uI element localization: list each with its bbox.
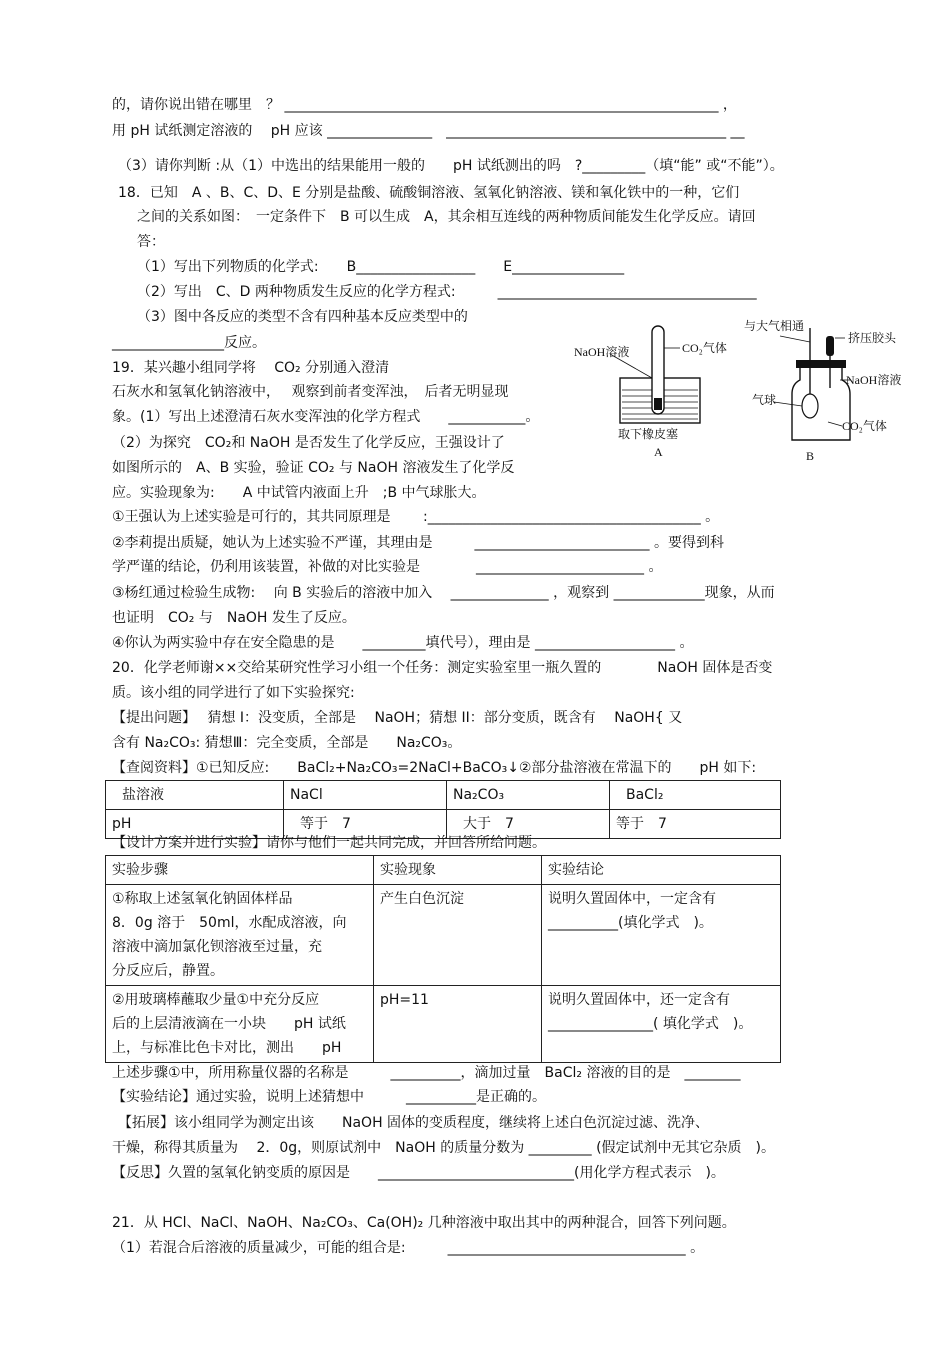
q21-line-b: （1）若混合后溶液的质量减少，可能的组合是: __________________________________ 。 <box>112 1240 705 1256</box>
q18-sub-1: （1）写出下列物质的化学式: B_________________ E________________ <box>137 259 625 275</box>
q20-line-g: 上述步骤①中，所用称量仪器的名称是 __________，滴加过量 BaCl₂ 溶液的目的是 ________ <box>112 1065 741 1081</box>
q19-line-j: ③杨红通过检验生成物: 向 B 实验后的溶液中加入 ______________ ，观察到 _____________现象，从而 <box>112 585 775 601</box>
experiment-table <box>105 855 781 1063</box>
q20-line-j: 干燥，称得其质量为 2．0g，则原试剂中 NaOH 的质量分数为 _________ (假定试剂中无其它杂质 )。 <box>112 1140 776 1156</box>
label-b-balloon: 气球 <box>752 393 777 407</box>
ph-table <box>105 780 781 839</box>
label-a-gas: CO₂气体 <box>682 341 727 355</box>
q19-line-d: （2）为探究 CO₂和 NaOH 是否发生了化学反应，王强设计了 <box>112 435 505 451</box>
label-b-solution: NaOH溶液 <box>846 373 902 387</box>
label-b-air: 与大气相通 <box>744 319 805 333</box>
q19-line-b: 石灰水和氢氧化钠溶液中， 观察到前者变浑浊， 后者无明显现 <box>112 384 509 400</box>
table-row <box>106 885 781 986</box>
q19-line-l: ④你认为两实验中存在安全隐患的是 _________填代号），理由是 ____________________ 。 <box>112 635 694 651</box>
q18-sub-2: （2）写出 C、D 两种物质发生反应的化学方程式: _____________________________________ <box>137 284 757 300</box>
table-cell: 大于 7 <box>447 810 610 839</box>
q20-line-i: 【拓展】该小组同学为测定出该 NaOH 固体的变质程度，继续将上述白色沉淀过滤、洗净、 <box>118 1115 710 1131</box>
q19-line-g: ①王强认为上述实验是可行的，其共同原理是 :_______________________________________ 。 <box>112 509 720 525</box>
experiment-figure <box>560 318 940 468</box>
conclusion-text: _______________( 填化学式 )。 <box>548 1016 753 1032</box>
label-a-solution: NaOH溶液 <box>574 345 630 359</box>
q19-line-k: 也证明 CO₂ 与 NaOH 发生了反应。 <box>112 610 356 626</box>
q20-line-a: 20．化学老师谢××交给某研究性学习小组一个任务：测定实验室里一瓶久置的 NaOH 固体是否变 <box>112 660 773 676</box>
label-a-caption: 取下橡皮塞 <box>618 427 679 441</box>
q18-line-a: 18．已知 A 、B、C、D、E 分别是盐酸、硫酸铜溶液、氢氧化钠溶液、镁和氧化铁中的一种，它们 <box>118 185 740 201</box>
table-header-cell: 实验结论 <box>542 856 781 885</box>
q19-line-e: 如图所示的 A、B 实验，验证 CO₂ 与 NaOH 溶液发生了化学反 <box>112 460 515 476</box>
q19-line-i: 学严谨的结论，仍利用该装置，补做的对比实验是 ________________________ 。 <box>112 559 663 575</box>
line-1: 的，请你说出错在哪里 ？ ______________________________________________________________ ， <box>112 97 737 113</box>
q19-line-a: 19．某兴趣小组同学将 CO₂ 分别通入澄清 <box>112 360 390 376</box>
conclusion-text: 说明久置固体中，还一定含有 <box>548 992 730 1008</box>
q18-line-b: 之间的关系如图： 一定条件下 B 可以生成 A，其余相互连线的两种物质间能发生化学反应。请回 <box>137 209 756 225</box>
q19-line-f: 应。实验现象为: A 中试管内液面上升 ;B 中气球胀大。 <box>112 485 486 501</box>
step-text: ①称取上述氢氧化钠固体样品 <box>112 891 293 907</box>
table-header-cell: 实验步骤 <box>106 856 374 885</box>
table-cell: NaCl <box>284 781 447 810</box>
q19-line-h: ②李莉提出质疑，她认为上述实验不严谨，其理由是 _________________________ 。要得到科 <box>112 535 724 551</box>
conclusion-cell <box>542 885 781 986</box>
table-cell: 等于 7 <box>610 810 781 839</box>
conclusion-text: 说明久置固体中，一定含有 <box>548 891 716 907</box>
table-row <box>106 781 781 810</box>
table-cell: Na₂CO₃ <box>447 781 610 810</box>
observation-cell: 产生白色沉淀 <box>374 885 542 986</box>
label-b: B <box>806 449 815 463</box>
q20-line-d: 含有 Na₂CO₃: 猜想Ⅲ：完全变质，全部是 Na₂CO₃。 <box>112 735 462 751</box>
q20-line-f: 【设计方案并进行实验】请你与他们一起共同完成，并回答所给问题。 <box>112 835 546 851</box>
table-cell: BaCl₂ <box>610 781 781 810</box>
balloon-b <box>802 394 818 418</box>
q20-line-b: 质。该小组的同学进行了如下实验探究: <box>112 685 355 701</box>
q18-line-c: 答： <box>137 234 165 250</box>
table-cell: 盐溶液 <box>106 781 284 810</box>
step-text: 后的上层清液滴在一小块 pH 试纸 <box>112 1016 346 1032</box>
step-text: 溶液中滴加氯化钡溶液至过量，充 <box>112 939 322 955</box>
conclusion-text: __________(填化学式 )。 <box>548 915 713 931</box>
q20-line-h: 【实验结论】通过实验，说明上述猜想中 __________是正确的。 <box>112 1089 546 1105</box>
label-b-gas: CO₂气体 <box>842 419 887 433</box>
q19-line-c: 象。(1）写出上述澄清石灰水变浑浊的化学方程式 ___________。 <box>112 409 540 425</box>
step-text: ②用玻璃棒蘸取少量①中充分反应 <box>112 992 320 1008</box>
table-header-cell: 实验现象 <box>374 856 542 885</box>
q18-sub-3: （3）图中各反应的类型不含有四种基本反应类型中的 <box>137 309 468 325</box>
q20-line-c: 【提出问题】 猜想 I：没变质，全部是 NaOH；猜想 II：部分变质，既含有 NaOH{ 又 <box>112 710 683 726</box>
q20-line-k: 【反思】久置的氢氧化钠变质的原因是 ____________________________(用化学方程式表示 )。 <box>112 1165 725 1181</box>
label-b-squeeze: 挤压胶头 <box>848 331 897 345</box>
step-text: 分反应后，静置。 <box>112 963 224 979</box>
line-3: （3）请你判断 :从（1）中选出的结果能用一般的 pH 试纸测出的吗 ?_________（填“能” 或“不能”）。 <box>118 158 784 174</box>
table-cell: pH <box>106 810 284 839</box>
step-cell <box>106 986 374 1063</box>
step-text: 上，与标准比色卡对比，测出 pH <box>112 1040 342 1056</box>
line-2: 用 pH 试纸测定溶液的 pH 应该 _______________ ________________________________________ __ <box>112 123 745 139</box>
q20-line-e: 【查阅资料】①已知反应: BaCl₂+Na₂CO₃=2NaCl+BaCO₃↓②部分盐溶液在常温下的 pH 如下: <box>112 760 757 776</box>
step-cell <box>106 885 374 986</box>
label-a: A <box>654 445 663 459</box>
conclusion-cell <box>542 986 781 1063</box>
table-cell: 等于 7 <box>284 810 447 839</box>
observation-cell: pH=11 <box>374 986 542 1063</box>
table-row <box>106 986 781 1063</box>
table-row <box>106 856 781 885</box>
q21-line-a: 21．从 HCl、NaCl、NaOH、Na₂CO₃、Ca(OH)₂ 几种溶液中取出其中的两种混合，回答下列问题。 <box>112 1215 736 1231</box>
step-text: 8．0g 溶于 50ml，水配成溶液，向 <box>112 915 347 931</box>
q18-sub-4: ________________反应。 <box>112 335 266 351</box>
